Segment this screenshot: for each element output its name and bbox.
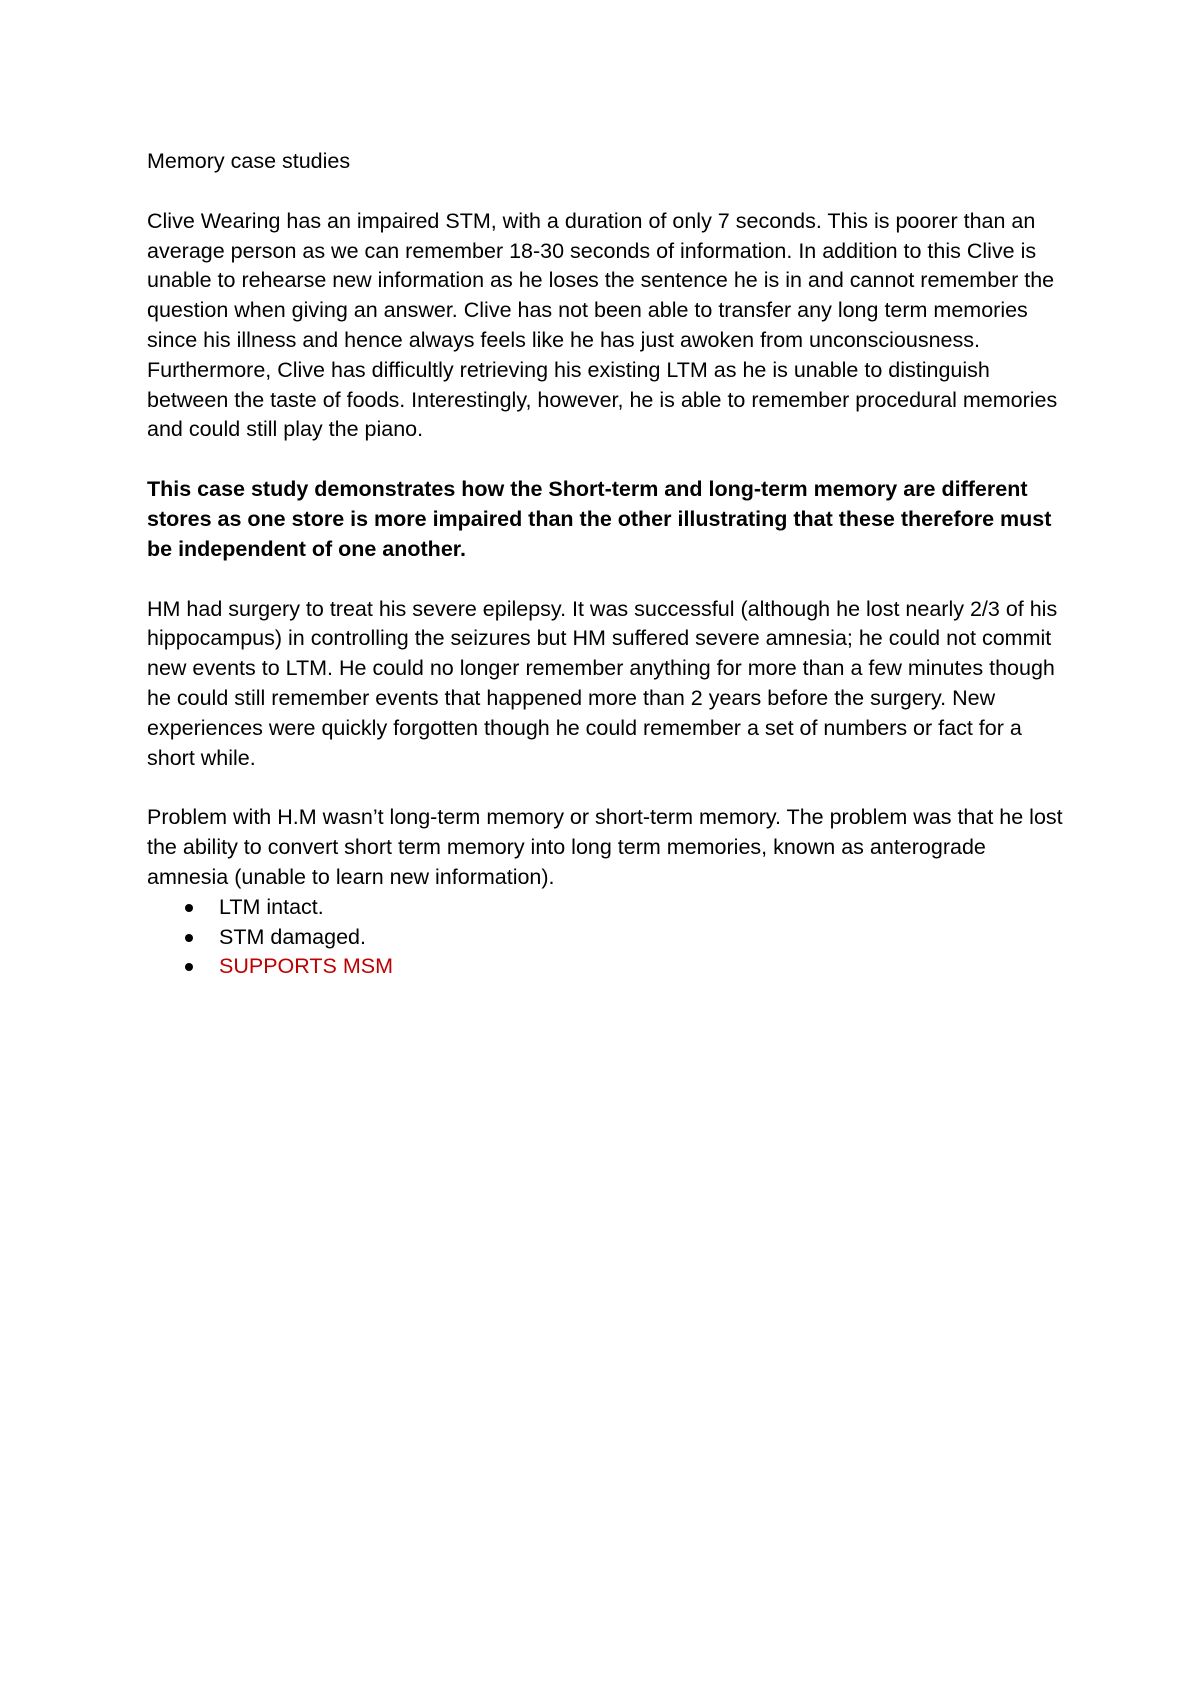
- list-item-text: LTM intact.: [219, 894, 324, 919]
- list-item-text-highlight: SUPPORTS MSM: [219, 954, 394, 979]
- bullet-icon: [185, 904, 193, 912]
- paragraph-conclusion-bold: This case study demonstrates how the Short-term and long-term memory are different stores as one store is more impaired than the other illustrating that these therefore must be independent of one another.: [147, 477, 1052, 561]
- document-body: [147, 147, 1067, 982]
- list-item: [147, 952, 1067, 982]
- bullet-list: [147, 893, 1067, 982]
- list-item-text: STM damaged.: [219, 924, 366, 949]
- list-item: [147, 923, 1067, 953]
- paragraph-clive-wearing: Clive Wearing has an impaired STM, with a duration of only 7 seconds. This is poorer than an average person as we can remember 18-30 seconds of information. In addition to this Clive is unable to rehearse new information as he loses the sentence he is in and cannot remember the question when giving an answer. Clive has not been able to transfer any long term memories since his illness and hence always feels like he has just awoken from unconsciousness. Furthermore, Clive has difficultly retrieving his existing LTM as he is unable to distinguish between the taste of foods. Interestingly, however, he is able to remember procedural memories and could still play the piano.: [147, 208, 1058, 442]
- paragraph-hm-problem: Problem with H.M wasn’t long-term memory or short-term memory. The problem was that he lost the ability to convert short term memory into long term memories, known as anterograde amnesia (unable to learn new information).: [147, 805, 1063, 889]
- document-title: Memory case studies: [147, 149, 351, 173]
- paragraph-hm-surgery: HM had surgery to treat his severe epilepsy. It was successful (although he lost nearly 2/3 of his hippocampus) in controlling the seizures but HM suffered severe amnesia; he could not commit new events to LTM. He could no longer remember anything for more than a few minutes though he could still remember events that happened more than 2 years before the surgery. New experiences were quickly forgotten though he could remember a set of numbers or fact for a short while.: [147, 596, 1058, 770]
- bullet-icon: [185, 963, 193, 971]
- list-item: [147, 893, 1067, 923]
- bullet-icon: [185, 934, 193, 942]
